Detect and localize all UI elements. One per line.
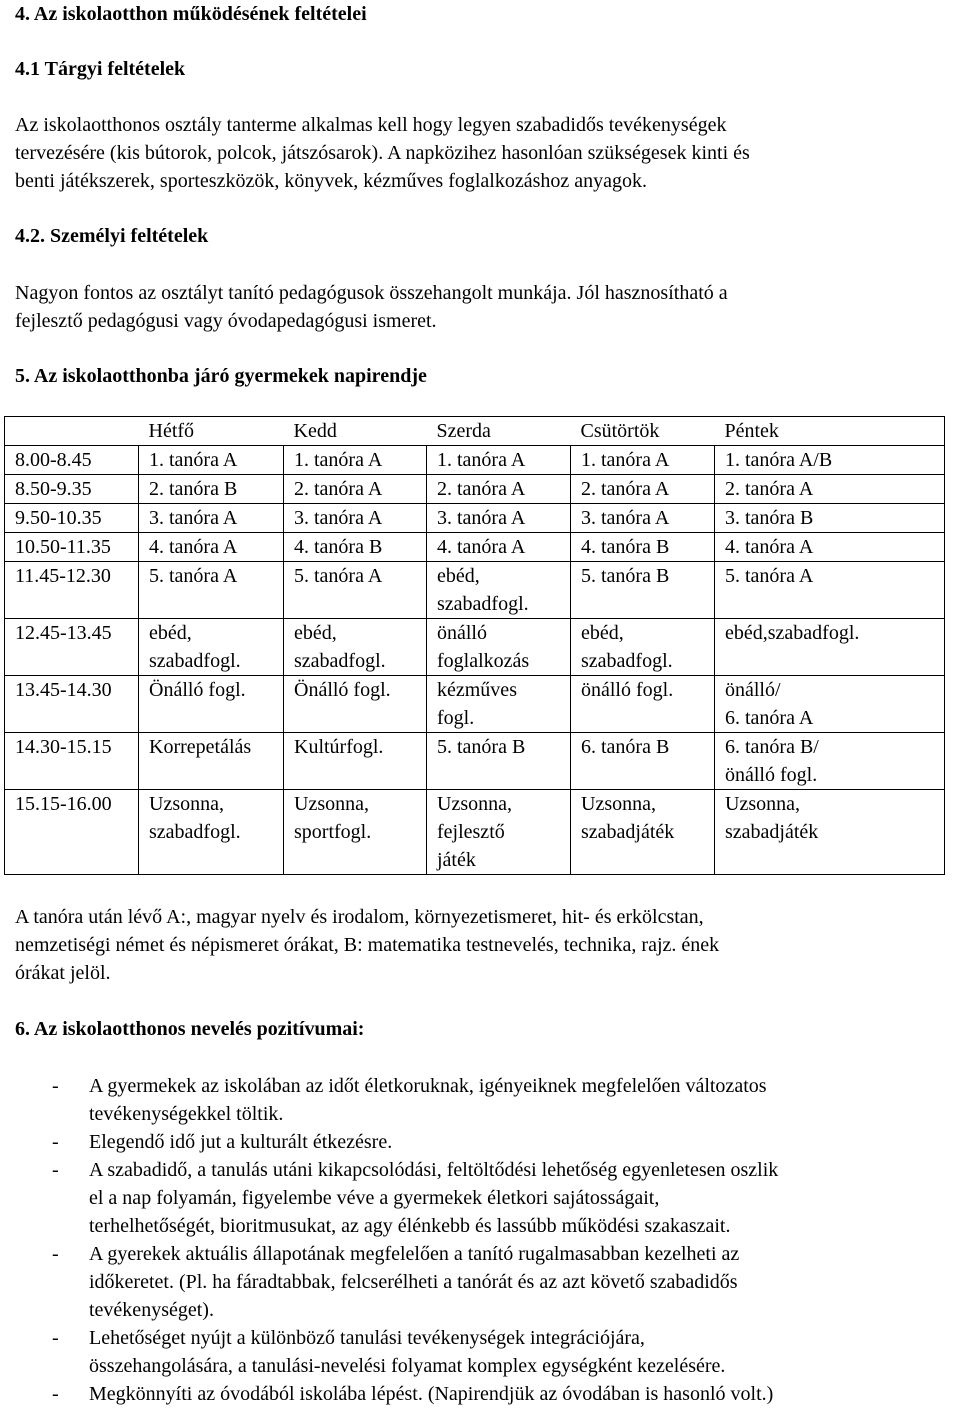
schedule-row [5,790,945,875]
schedule-activity-cell: 1. tanóra A [284,446,427,475]
schedule-activity-cell: 5. tanóra A [715,562,945,619]
schedule-activity-cell: 2. tanóra A [715,475,945,504]
positives-list [15,1072,955,1408]
schedule-activity-cell: 2. tanóra A [284,475,427,504]
schedule-header-corner [5,417,139,446]
schedule-time-cell: 13.45-14.30 [5,676,139,733]
schedule-activity-cell: önálló foglalkozás [427,619,571,676]
bullet-dash: - [52,1075,59,1097]
schedule-activity-cell: 4. tanóra A [427,533,571,562]
schedule-activity-cell: önálló fogl. [571,676,715,733]
schedule-activity-cell: 6. tanóra B [571,733,715,790]
schedule-header-day: Hétfő [139,417,284,446]
schedule-activity-cell: Uzsonna, sportfogl. [284,790,427,875]
schedule-activity-cell: kézműves fogl. [427,676,571,733]
section-4-1-title: 4.1 Tárgyi feltételek [15,58,186,80]
schedule-activity-cell: 5. tanóra A [284,562,427,619]
positive-item: - A gyerekek aktuális állapotának megfelelően a tanító rugalmasabban kezelheti az időkeretet. (Pl. ha fáradtabbak, felcserélheti a tanórát és az azt követő szabadidős tevékenységet). [15,1240,955,1324]
section-4-1-text-line-1: Az iskolaotthonos osztály tanterme alkalmas kell hogy legyen szabadidős tevékenységek [15,114,727,136]
schedule-activity-cell: 2. tanóra A [571,475,715,504]
positive-item: - Elegendő idő jut a kulturált étkezésre. [15,1128,955,1156]
positive-item: - Megkönnyíti az óvodából iskolába lépést. (Napirendjük az óvodában is hasonló volt.) [15,1380,955,1408]
schedule-row [5,676,945,733]
schedule-header-day: Csütörtök [571,417,715,446]
schedule-activity-cell: 1. tanóra A [571,446,715,475]
schedule-time-cell: 14.30-15.15 [5,733,139,790]
bullet-dash: - [52,1159,59,1181]
schedule-activity-cell: 5. tanóra B [571,562,715,619]
schedule-header-day: Szerda [427,417,571,446]
schedule-activity-cell: ebéd,szabadfogl. [715,619,945,676]
schedule-time-cell: 12.45-13.45 [5,619,139,676]
schedule-activity-cell: 3. tanóra A [284,504,427,533]
schedule-activity-cell: Kultúrfogl. [284,733,427,790]
section-5-title: 5. Az iskolaotthonba járó gyermekek napirendje [15,365,427,387]
schedule-row [5,475,945,504]
schedule-header-day: Kedd [284,417,427,446]
schedule-activity-cell: 1. tanóra A [139,446,284,475]
legend-line-1: A tanóra után lévő A:, magyar nyelv és irodalom, környezetismeret, hit- és erkölcstan, [15,906,704,928]
schedule-row [5,619,945,676]
schedule-activity-cell: Uzsonna, szabadjáték [715,790,945,875]
section-4-1-text-line-2: tervezésére (kis bútorok, polcok, játszósarok). A napközihez hasonlóan szükségesek kinti és [15,142,750,164]
schedule-row [5,446,945,475]
schedule-activity-cell: Uzsonna, fejlesztő játék [427,790,571,875]
schedule-activity-cell: Uzsonna, szabadfogl. [139,790,284,875]
legend-line-2: nemzetiségi német és népismeret órákat, B: matematika testnevelés, technika, rajz. ének [15,934,720,956]
daily-schedule-table [4,416,945,875]
schedule-activity-cell: 4. tanóra B [284,533,427,562]
bullet-dash: - [52,1243,59,1265]
schedule-time-cell: 8.50-9.35 [5,475,139,504]
schedule-activity-cell: 4. tanóra B [571,533,715,562]
document-page [15,0,955,1408]
schedule-activity-cell: ebéd, szabadfogl. [427,562,571,619]
schedule-time-cell: 11.45-12.30 [5,562,139,619]
schedule-activity-cell: 1. tanóra A/B [715,446,945,475]
schedule-time-cell: 10.50-11.35 [5,533,139,562]
schedule-activity-cell: ebéd, szabadfogl. [571,619,715,676]
schedule-time-cell: 9.50-10.35 [5,504,139,533]
section-4-2-title: 4.2. Személyi feltételek [15,225,209,247]
schedule-row [5,533,945,562]
schedule-activity-cell: 2. tanóra A [427,475,571,504]
schedule-row [5,562,945,619]
schedule-activity-cell: önálló/ 6. tanóra A [715,676,945,733]
schedule-activity-cell: Uzsonna, szabadjáték [571,790,715,875]
section-4-1-text-line-3: benti játékszerek, sporteszközök, könyvek, kézműves foglalkozáshoz anyagok. [15,170,648,192]
bullet-dash: - [52,1131,59,1153]
schedule-activity-cell: 3. tanóra A [571,504,715,533]
schedule-activity-cell: 5. tanóra B [427,733,571,790]
schedule-time-cell: 15.15-16.00 [5,790,139,875]
bullet-dash: - [52,1383,59,1405]
schedule-activity-cell: 2. tanóra B [139,475,284,504]
positive-item: - A gyermekek az iskolában az időt életkoruknak, igényeiknek megfelelően változatos tevékenységekkel töltik. [15,1072,955,1128]
schedule-activity-cell: ebéd, szabadfogl. [139,619,284,676]
section-4-2-text-line-2: fejlesztő pedagógusi vagy óvodapedagógusi ismeret. [15,310,437,332]
schedule-activity-cell: 3. tanóra A [139,504,284,533]
schedule-row [5,504,945,533]
bullet-dash: - [52,1327,59,1349]
schedule-activity-cell: 5. tanóra A [139,562,284,619]
schedule-activity-cell: Önálló fogl. [139,676,284,733]
schedule-activity-cell: 3. tanóra B [715,504,945,533]
schedule-activity-cell: Korrepetálás [139,733,284,790]
section-4-2-text-line-1: Nagyon fontos az osztályt tanító pedagógusok összehangolt munkája. Jól hasznosítható a [15,282,728,304]
schedule-header-row [5,417,945,446]
schedule-activity-cell: ebéd, szabadfogl. [284,619,427,676]
section-6-title: 6. Az iskolaotthonos nevelés pozitívumai: [15,1018,365,1040]
schedule-activity-cell: 4. tanóra A [715,533,945,562]
positive-item: - A szabadidő, a tanulás utáni kikapcsolódási, feltöltődési lehetőség egyenletesen oszlik el a nap folyamán, figyelembe véve a gyermekek életkori sajátosságait, terhelhetőségét, bioritmusukat, az agy élénkebb és lassúbb működési szakaszait. [15,1156,955,1240]
schedule-activity-cell: 4. tanóra A [139,533,284,562]
positive-item: - Lehetőséget nyújt a különböző tanulási tevékenységek integrációjára, összehangolására, a tanulási-nevelési folyamat komplex egységként kezelésére. [15,1324,955,1380]
schedule-header-day: Péntek [715,417,945,446]
schedule-activity-cell: 6. tanóra B/ önálló fogl. [715,733,945,790]
schedule-row [5,733,945,790]
legend-line-3: órákat jelöl. [15,962,111,984]
schedule-activity-cell: 3. tanóra A [427,504,571,533]
schedule-activity-cell: 1. tanóra A [427,446,571,475]
schedule-time-cell: 8.00-8.45 [5,446,139,475]
schedule-activity-cell: Önálló fogl. [284,676,427,733]
section-4-title: 4. Az iskolaotthon működésének feltételei [15,3,367,25]
